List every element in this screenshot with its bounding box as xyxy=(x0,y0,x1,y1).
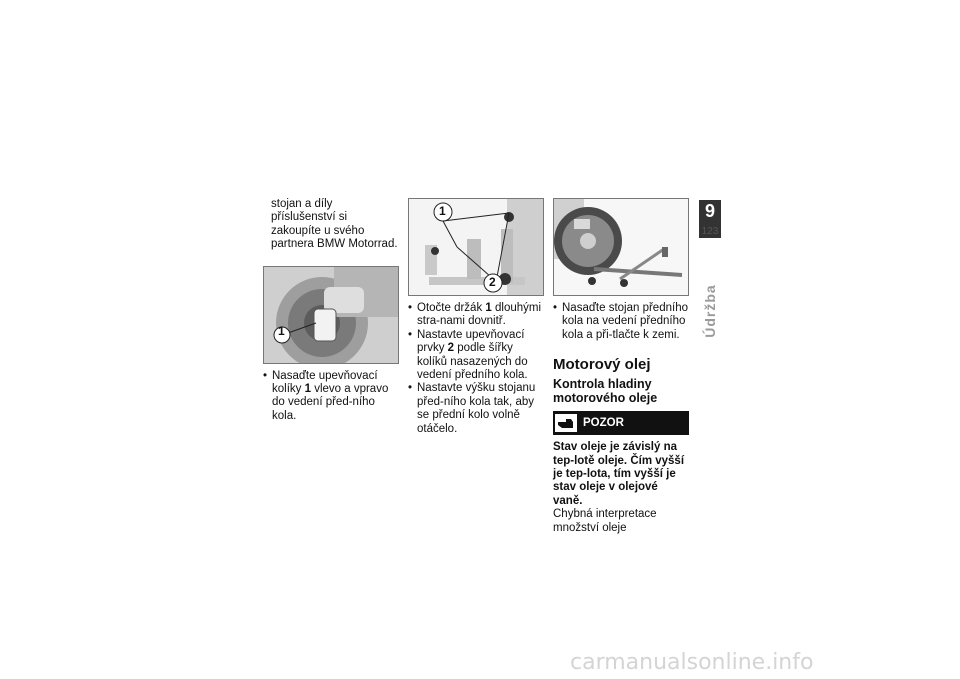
ref-number: 2 xyxy=(447,342,455,355)
bullet-list-col3 xyxy=(553,302,689,342)
figure-front-wheel-pins-drawing xyxy=(264,267,398,363)
bullet-text: podle šířky kolíků nasazených do vedení předního kola. xyxy=(417,342,528,382)
column-2 xyxy=(408,198,544,436)
bullet-text: vlevo a vpravo do vedení před-ního kola. xyxy=(272,383,389,422)
bullet-text: Nasaďte upevňovací kolíky xyxy=(272,369,378,396)
bullet-text: Nastavte výšku stojanu před-ního kola tak, aby se přední kolo volně otáčelo. xyxy=(417,382,536,435)
warning-bold-text: Stav oleje je závislý na tep-lotě oleje. Čím vyšší je tep-lota, tím vyšší je stav oleje v olejové vaně. xyxy=(553,441,685,507)
watermark: carmanualsonline.info xyxy=(570,650,814,675)
figure-stand-holder xyxy=(408,198,544,296)
section-title: Motorový olej xyxy=(553,356,651,374)
figure-front-stand-drawing xyxy=(554,199,688,295)
warning-header xyxy=(553,411,689,435)
bullet-list-col1 xyxy=(263,370,399,424)
ref-number: 1 xyxy=(304,383,311,396)
figure-label-1: 1 xyxy=(439,204,446,218)
figure-stand-holder-drawing xyxy=(409,199,543,295)
column-1 xyxy=(263,198,399,423)
bullet-text: Otočte držák xyxy=(417,302,486,314)
bullet-text: Nasaďte stojan předního kola na vedení předního kola a při-tlačte k zemi. xyxy=(562,302,688,341)
chapter-title-text: Údržba xyxy=(702,284,718,338)
warning-label: POZOR xyxy=(583,416,624,429)
list-item xyxy=(553,302,689,342)
column-3 xyxy=(553,198,689,535)
warning-hand-icon xyxy=(555,414,577,432)
warning-text: Chybná interpretace množství oleje xyxy=(553,508,657,534)
list-item xyxy=(408,302,544,329)
list-item xyxy=(263,370,399,424)
figure-front-wheel-pins xyxy=(263,266,399,364)
subsection-title: Kontrola hladiny motorového oleje xyxy=(553,377,658,406)
chapter-title-vertical xyxy=(699,276,721,346)
intro-text: stojan a díly příslušenství si zakoupíte u svého partnera BMW Motorrad. xyxy=(271,198,398,251)
list-item xyxy=(408,382,544,436)
bullet-text: dlouhými stra-nami dovnitř. xyxy=(417,302,542,328)
page-number: 123 xyxy=(701,226,719,237)
figure-label-1: 1 xyxy=(278,323,285,338)
chapter-number: 9 xyxy=(704,201,715,221)
bullet-text: Nastavte upevňovací prvky xyxy=(417,328,525,355)
figure-label-2: 2 xyxy=(489,275,496,289)
list-item xyxy=(408,329,544,383)
bullet-list-col2 xyxy=(408,302,544,436)
ref-number: 1 xyxy=(485,302,492,314)
figure-front-stand xyxy=(553,198,689,296)
